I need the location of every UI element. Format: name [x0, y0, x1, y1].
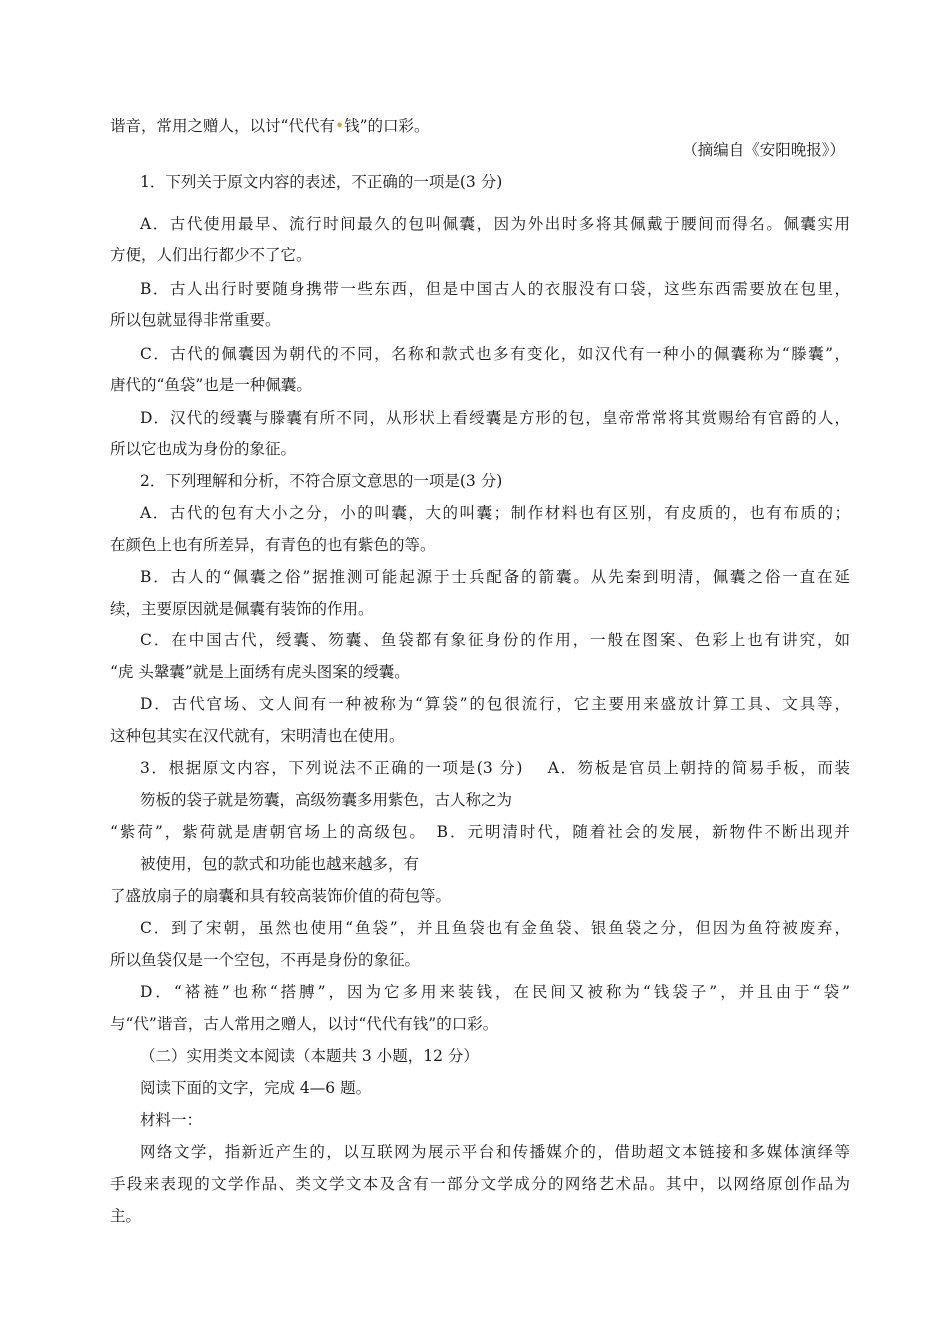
- q2-option-d-line1: D．古代官场、文人间有一种被称为“算袋”的包很流行，它主要用来盛放计算工具、文具等，: [140, 695, 850, 713]
- q2-option-c-line1: C．在中国古代，绶囊、笏囊、鱼袋都有象征身份的作用，一般在图案、色彩上也有讲究，如: [140, 631, 850, 649]
- q2-option-b-line2: 续，主要原因就是佩囊有装饰的作用。: [110, 600, 374, 618]
- q3-line2: 笏板的袋子就是笏囊，高级笏囊多用紫色，古人称之为: [140, 791, 513, 809]
- q3-stem-line1: 3．根据原文内容，下列说法不正确的一项是(3 分) A．笏板是官员上朝持的简易手板，而装: [140, 759, 850, 777]
- material-label: 材料一：: [140, 1111, 203, 1129]
- q1-option-a-line1: A．古代使用最早、流行时间最久的包叫佩囊，因为外出时多将其佩戴于腰间而得名。佩囊实用: [140, 215, 850, 233]
- q1-option-b-line1: B．古人出行时要随身携带一些东西，但是中国古人的衣服没有口袋，这些东西需要放在包里，: [140, 280, 850, 298]
- q1-option-d-line1: D．汉代的绶囊与滕囊有所不同，从形状上看绶囊是方形的包，皇帝常常将其赏赐给有官爵的人，: [140, 409, 850, 427]
- q2-option-a-line2: 在颜色上也有所差异，有青色的也有紫色的等。: [110, 536, 436, 554]
- q3-option-d-line2: 与“代”谐音，古人常用之赠人，以讨“代代有钱”的口彩。: [110, 1015, 499, 1033]
- intro-line: 谐音，常用之赠人，以讨“代代有•钱”的口彩。: [110, 117, 430, 135]
- q1-option-c-line1: C．古代的佩囊因为朝代的不同，名称和款式也多有变化，如汉代有一种小的佩囊称为“滕囊”，: [140, 345, 850, 363]
- material-paragraph-line1: 网络文学，指新近产生的，以互联网为展示平台和传播媒介的，借助超文本链接和多媒体演绎等: [140, 1143, 850, 1161]
- highlight-dot: •: [334, 117, 345, 135]
- q3-option-c-line2: 所以鱼袋仅是一个空包，不再是身份的象征。: [110, 951, 421, 969]
- section2-heading: （二）实用类文本阅读（本题共 3 小题，12 分）: [140, 1047, 479, 1065]
- q1-stem: 1．下列关于原文内容的表述，不正确的一项是(3 分): [140, 173, 503, 191]
- q3-line4: 被使用，包的款式和功能也越来越多，有: [140, 855, 420, 873]
- q1-option-b-line2: 所以包就显得非常重要。: [110, 311, 281, 329]
- section2-instruction: 阅读下面的文字，完成 4—6 题。: [140, 1079, 372, 1097]
- material-paragraph-line3: 主。: [110, 1207, 142, 1225]
- q2-stem: 2．下列理解和分析，不符合原文意思的一项是(3 分): [140, 472, 503, 490]
- q2-option-a-line1: A．古代的包有大小之分，小的叫囊，大的叫囊；制作材料也有区别，有皮质的，也有布质的；: [140, 504, 850, 522]
- source-citation: （摘编自《安阳晚报》）: [682, 141, 845, 159]
- q2-option-b-line1: B．古人的“佩囊之俗”据推测可能起源于士兵配备的箭囊。从先秦到明清，佩囊之俗一直在延: [140, 568, 850, 586]
- q3-option-c-line1: C．到了宋朝，虽然也使用“鱼袋”，并且鱼袋也有金鱼袋、银鱼袋之分，但因为鱼符被废弃，: [140, 919, 850, 937]
- q3-line5: 了盛放扇子的扇囊和具有较高装饰价值的荷包等。: [110, 887, 452, 905]
- q3-line3: “紫荷”，紫荷就是唐朝官场上的高级包。 B．元明清时代，随着社会的发展，新物件不断出现并: [110, 823, 850, 841]
- q1-option-a-line2: 方便，人们出行都少不了它。: [110, 246, 312, 264]
- q1-option-d-line2: 所以它也成为身份的象征。: [110, 440, 297, 458]
- material-paragraph-line2: 手段来表现的文学作品、类文学文本及含有一部分文学成分的网络艺术品。其中，以网络原创作品为: [110, 1175, 850, 1193]
- q1-option-c-line2: 唐代的“鱼袋”也是一种佩囊。: [110, 376, 312, 394]
- q3-option-d-line1: D．“褡裢”也称“搭膊”，因为它多用来装钱，在民间又被称为“钱袋子”，并且由于“袋”: [140, 983, 850, 1001]
- q2-option-d-line2: 这种包其实在汉代就有，宋明清也在使用。: [110, 727, 405, 745]
- q2-option-c-line2: “虎 头鞶囊”就是上面绣有虎头图案的绶囊。: [110, 663, 410, 681]
